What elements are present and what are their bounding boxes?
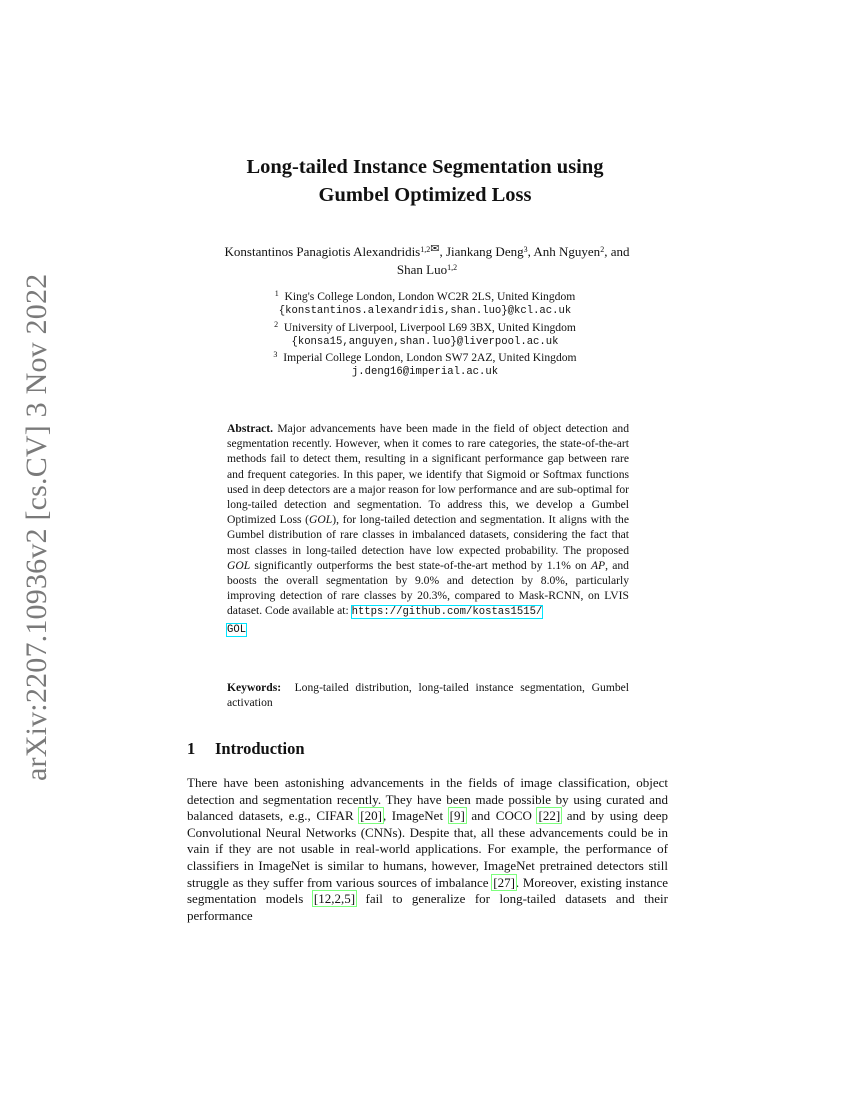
author-4-affil: 1,2	[447, 263, 458, 272]
author-3: Anh Nguyen	[533, 244, 601, 259]
intro-text: and COCO	[465, 808, 538, 824]
affiliation-3	[0, 350, 850, 365]
citation-link[interactable]: [22]	[538, 808, 561, 824]
citation-link[interactable]: [27]	[493, 874, 515, 890]
affiliation-email: {konstantinos.alexandridis,shan.luo}@kcl.ac.uk	[278, 305, 572, 318]
keywords-label: Keywords:	[227, 681, 282, 694]
intro-text: There have been astonishing advancements in the fields of image classification, object detection and segmentation recently. They have been made possible by using curated and balanced datasets, e.g., CIFAR	[187, 775, 668, 824]
intro-text: , ImageNet	[382, 808, 449, 824]
citation-link[interactable]: [9]	[449, 808, 465, 824]
keywords	[227, 680, 629, 710]
abstract-text: ), for long-tailed detection and segmentation. It aligns with the Gumbel distribution of rare classes in imbalanced datasets, considering the fact that most classes in long-tailed detection have low expected probability. The proposed	[227, 513, 630, 557]
author-and: and	[610, 244, 630, 259]
corresponding-mail-icon: ✉	[430, 243, 440, 255]
affiliation-number: 2	[274, 319, 279, 329]
abstract-text: Major advancements have been made in the field of object detection and segmentation recently. However, when it comes to rare categories, the state-of-the-art methods fail to detect them, resulting in a significant performance gap between rare and frequent categories. In this paper, we identify that Sigmoid or Softmax functions used in deep detectors are a major reason for low performance and are sub-optimal for long-tailed detection and segmentation. To address this, we develop a Gumbel Optimized Loss (	[227, 422, 630, 527]
author-2-affil: 3	[523, 245, 528, 254]
affiliation-2	[0, 320, 850, 335]
affiliation-email: j.deng16@imperial.ac.uk	[351, 366, 499, 379]
author-4: Shan Luo	[396, 262, 448, 277]
affiliation-name: Imperial College London, London SW7 2AZ, United Kingdom	[283, 351, 577, 365]
ap-term: AP	[590, 558, 606, 572]
abstract-text: significantly outperforms the best state-of-the-art method by 1.1% on	[250, 558, 591, 572]
code-link[interactable]: https://github.com/kostas1515/	[351, 606, 543, 619]
title-line-1: Long-tailed Instance Segmentation using	[246, 156, 604, 178]
affiliations	[0, 289, 850, 381]
citation-link[interactable]: [20]	[360, 808, 382, 824]
section-title: Introduction	[215, 739, 305, 758]
intro-text: . Moreover, existing instance segmentation models	[187, 874, 668, 907]
affiliation-email: {konsa15,anguyen,shan.luo}@liverpool.ac.uk	[291, 335, 559, 348]
abstract-label: Abstract.	[227, 422, 274, 435]
gol-term: GOL	[227, 558, 251, 572]
citation-link[interactable]: [12,2,5]	[313, 891, 356, 907]
keywords-text: Long-tailed distribution, long-tailed instance segmentation, Gumbel activation	[227, 681, 630, 710]
gol-term: GOL	[309, 513, 333, 527]
author-list: Konstantinos Panagiotis Alexandridis$^{1,2✉}$, Jiankang Deng$^3$, Anh Nguyen$^2$, and Shan Luo$^{1,2}$	[224, 243, 630, 277]
section-number: 1	[187, 739, 196, 758]
code-link-continued[interactable]: GOL	[227, 623, 247, 636]
author-1-affil: 1,2	[420, 245, 431, 254]
title-line-2: Gumbel Optimized Loss	[318, 184, 532, 206]
abstract-text: , and boosts the overall segmentation by 9.0% and detection by 8.0%, particularly improving detection of rare classes by 20.3%, compared to Mask-RCNN, on LVIS dataset. Code available at:	[227, 558, 629, 618]
author-2: Jiankang Deng	[445, 244, 524, 259]
affiliation-number: 3	[273, 350, 278, 360]
author-3-affil: 2	[600, 245, 605, 254]
section-heading	[187, 739, 305, 759]
affiliation-name: University of Liverpool, Liverpool L69 3BX, United Kingdom	[283, 320, 576, 334]
affiliation-1	[0, 289, 850, 304]
abstract	[227, 421, 629, 638]
intro-text: and by using deep Convolutional Neural Networks (CNNs). Despite that, all these advancements could be in vain if they are not usable in real-world applications. For example, the performance of classifiers in ImageNet is similar to humans, however, ImageNet pretrained detectors still struggle as they suffer from various sources of imbalance	[187, 808, 668, 890]
introduction-paragraph	[187, 775, 668, 924]
affiliation-name: King's College London, London WC2R 2LS, United Kingdom	[284, 290, 576, 303]
intro-text: fail to generalize for long-tailed datasets and their performance	[187, 891, 669, 923]
affiliation-number: 1	[274, 289, 279, 298]
paper-title	[0, 153, 850, 209]
arxiv-stamp: arXiv:2207.10936v2 [cs.CV] 3 Nov 2022	[20, 273, 53, 781]
author-1: Konstantinos Panagiotis Alexandridis	[224, 244, 421, 259]
